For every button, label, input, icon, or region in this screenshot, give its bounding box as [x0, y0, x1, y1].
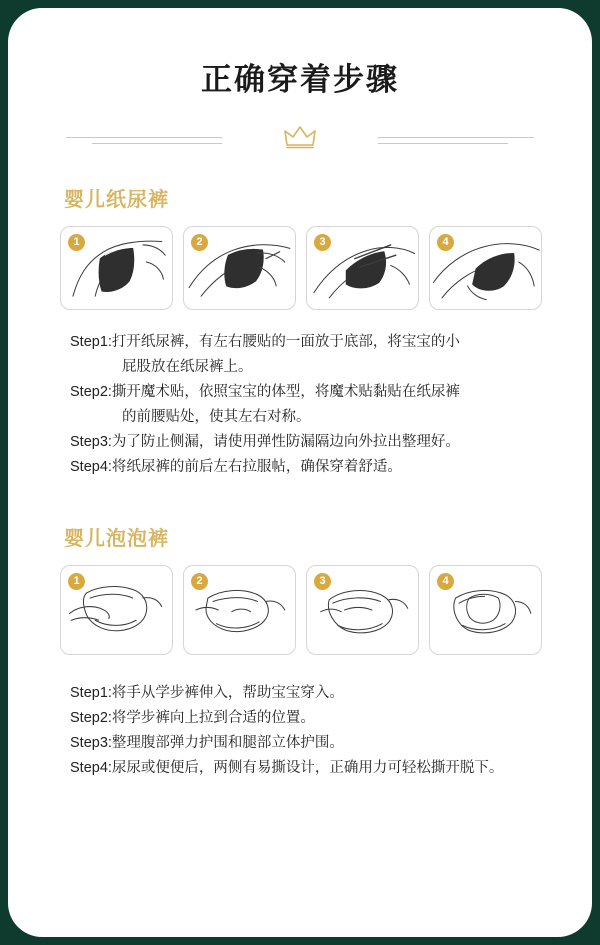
section-diaper-heading: 婴儿纸尿裤: [64, 189, 169, 211]
pants-step-4-label: Step4:: [70, 760, 112, 776]
divider-line-right: [378, 137, 534, 138]
section-diaper-figures: [60, 226, 542, 310]
diaper-step-2-text-cont: 的前腰贴处，使其左右对称。: [122, 409, 311, 425]
diaper-step-4-label: Step4:: [70, 459, 112, 475]
diaper-step-2-figure: [183, 226, 296, 310]
section-pants-heading: 婴儿泡泡裤: [64, 528, 169, 550]
divider-line-left-inner: [92, 143, 222, 144]
diaper-step-2-badge: 2: [191, 234, 208, 251]
pants-step-2-badge: 2: [191, 573, 208, 590]
diaper-step-3-figure: [306, 226, 419, 310]
section-diaper: [52, 183, 548, 480]
pants-step-4-badge: 4: [437, 573, 454, 590]
diaper-step-1-badge: 1: [68, 234, 85, 251]
diaper-step-1-text: 打开纸尿裤，有左右腰贴的一面放于底部，将宝宝的小: [111, 334, 460, 350]
diaper-step-4-badge: 4: [437, 234, 454, 251]
pants-step-1-text: 将手从学步裤伸入，帮助宝宝穿入。: [111, 685, 344, 701]
pants-step-1-text-row: [70, 681, 548, 706]
pants-step-3-figure: [306, 565, 419, 655]
diaper-step-1-text-cont: 屁股放在纸尿裤上。: [122, 359, 253, 375]
diaper-step-1-label: Step1:: [70, 334, 112, 350]
pants-step-2-text: 将学步裤向上拉到合适的位置。: [111, 710, 315, 726]
diaper-step-3-text: 为了防止侧漏，请使用弹性防漏隔边向外拉出整理好。: [111, 434, 460, 450]
section-pants: [52, 522, 548, 781]
section-pants-figures: [60, 565, 542, 655]
title-divider: [52, 117, 548, 157]
diaper-step-3-badge: 3: [314, 234, 331, 251]
content-card: [8, 8, 592, 937]
pants-step-3-label: Step3:: [70, 735, 112, 751]
pants-step-4-text-row: [70, 756, 548, 781]
diaper-step-1-figure: [60, 226, 173, 310]
diaper-step-3-text-row: [70, 430, 548, 455]
divider-line-left: [66, 137, 222, 138]
pants-step-3-badge: 3: [314, 573, 331, 590]
pants-step-2-figure: [183, 565, 296, 655]
diaper-step-4-text: 将纸尿裤的前后左右拉服帖，确保穿着舒适。: [111, 459, 402, 475]
page-title: 正确穿着步骤: [201, 62, 399, 97]
diaper-step-2-text: 撕开魔术贴，依照宝宝的体型，将魔术贴黏贴在纸尿裤: [111, 384, 460, 400]
pants-step-4-figure: [429, 565, 542, 655]
pants-step-3-text-row: [70, 731, 548, 756]
diaper-step-3-label: Step3:: [70, 434, 112, 450]
pants-step-2-text-row: [70, 706, 548, 731]
section-pants-steps: [70, 681, 548, 781]
pants-step-4-text: 尿尿或便便后，两侧有易撕设计，正确用力可轻松撕开脱下。: [111, 760, 504, 776]
diaper-step-4-text-row: [70, 455, 548, 480]
pants-step-2-label: Step2:: [70, 710, 112, 726]
pants-step-1-label: Step1:: [70, 685, 112, 701]
pants-step-3-text: 整理腹部弹力护围和腿部立体护围。: [111, 735, 344, 751]
diaper-step-2-label: Step2:: [70, 384, 112, 400]
crown-icon: [283, 123, 317, 151]
pants-step-1-badge: 1: [68, 573, 85, 590]
pants-step-1-figure: [60, 565, 173, 655]
divider-line-right-inner: [378, 143, 508, 144]
diaper-step-2-text-row: [70, 380, 548, 405]
diaper-step-1-text-row: [70, 330, 548, 355]
section-diaper-steps: [70, 330, 548, 480]
diaper-step-4-figure: [429, 226, 542, 310]
